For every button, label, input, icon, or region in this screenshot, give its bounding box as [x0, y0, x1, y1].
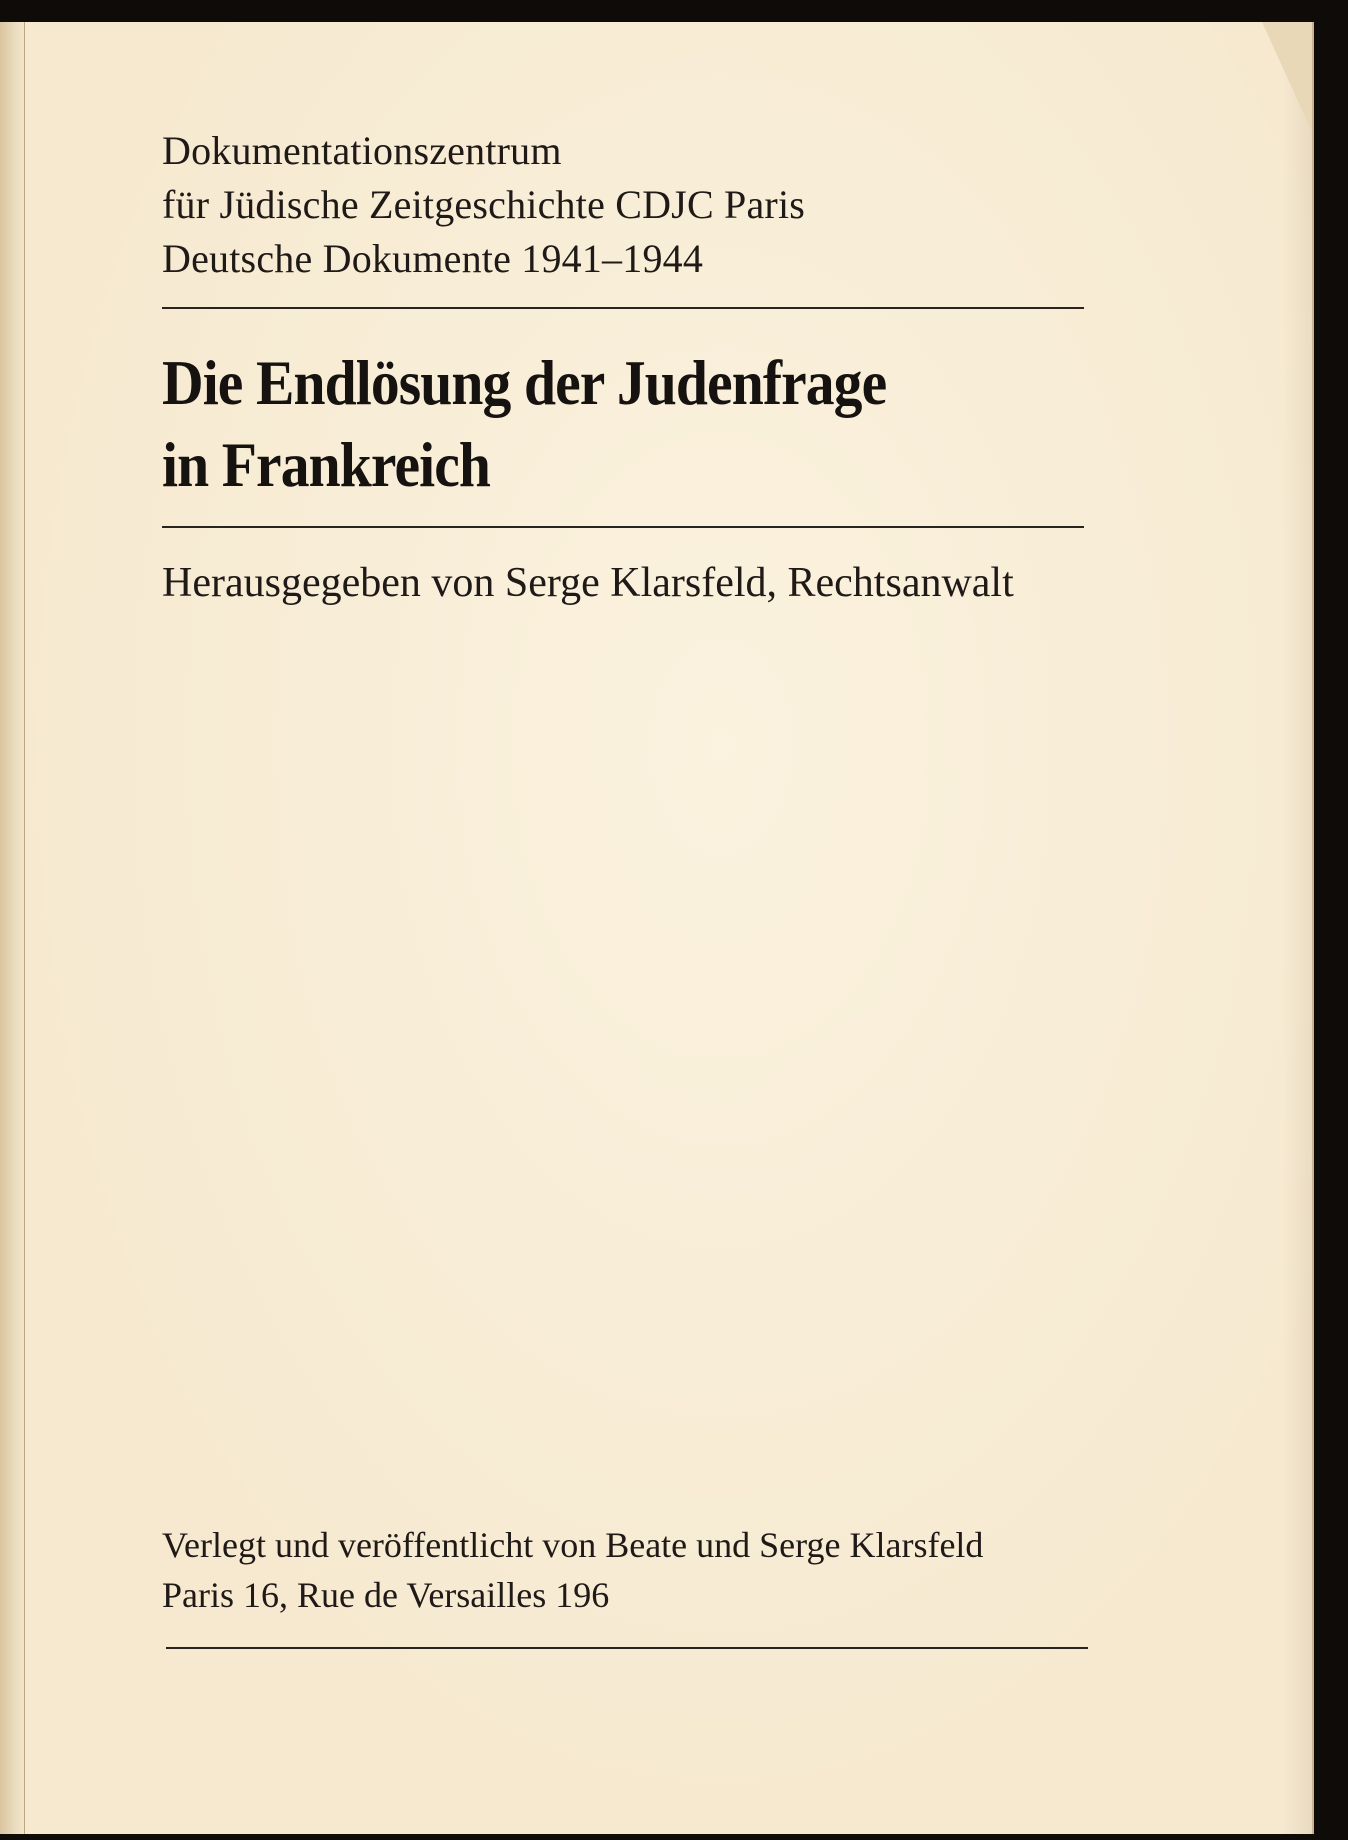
institution-name: Dokumentationszentrum [162, 128, 562, 173]
series-title: Deutsche Dokumente 1941–1944 [162, 236, 704, 281]
institution-subtitle: für Jüdische Zeitgeschichte CDJC Paris [162, 182, 806, 227]
publisher-line: Verlegt und veröffentlicht von Beate und Serge Klarsfeld [162, 1525, 984, 1565]
book-title-line-1: Die Endlösung der Judenfrage [162, 347, 887, 418]
divider-rule-top [162, 307, 1084, 309]
institution-header [162, 124, 1092, 286]
book-title-line-2: in Frankreich [162, 429, 491, 500]
divider-rule-middle [162, 526, 1084, 528]
folded-corner [1262, 22, 1312, 132]
publisher-address: Paris 16, Rue de Versailles 196 [162, 1575, 610, 1615]
editor-credit: Herausgegeben von Serge Klarsfeld, Rechtsanwalt [162, 560, 1014, 606]
publisher-info [162, 1520, 1092, 1620]
page-spine-edge [0, 22, 25, 1834]
book-title [162, 342, 1092, 506]
divider-rule-bottom [166, 1647, 1088, 1649]
